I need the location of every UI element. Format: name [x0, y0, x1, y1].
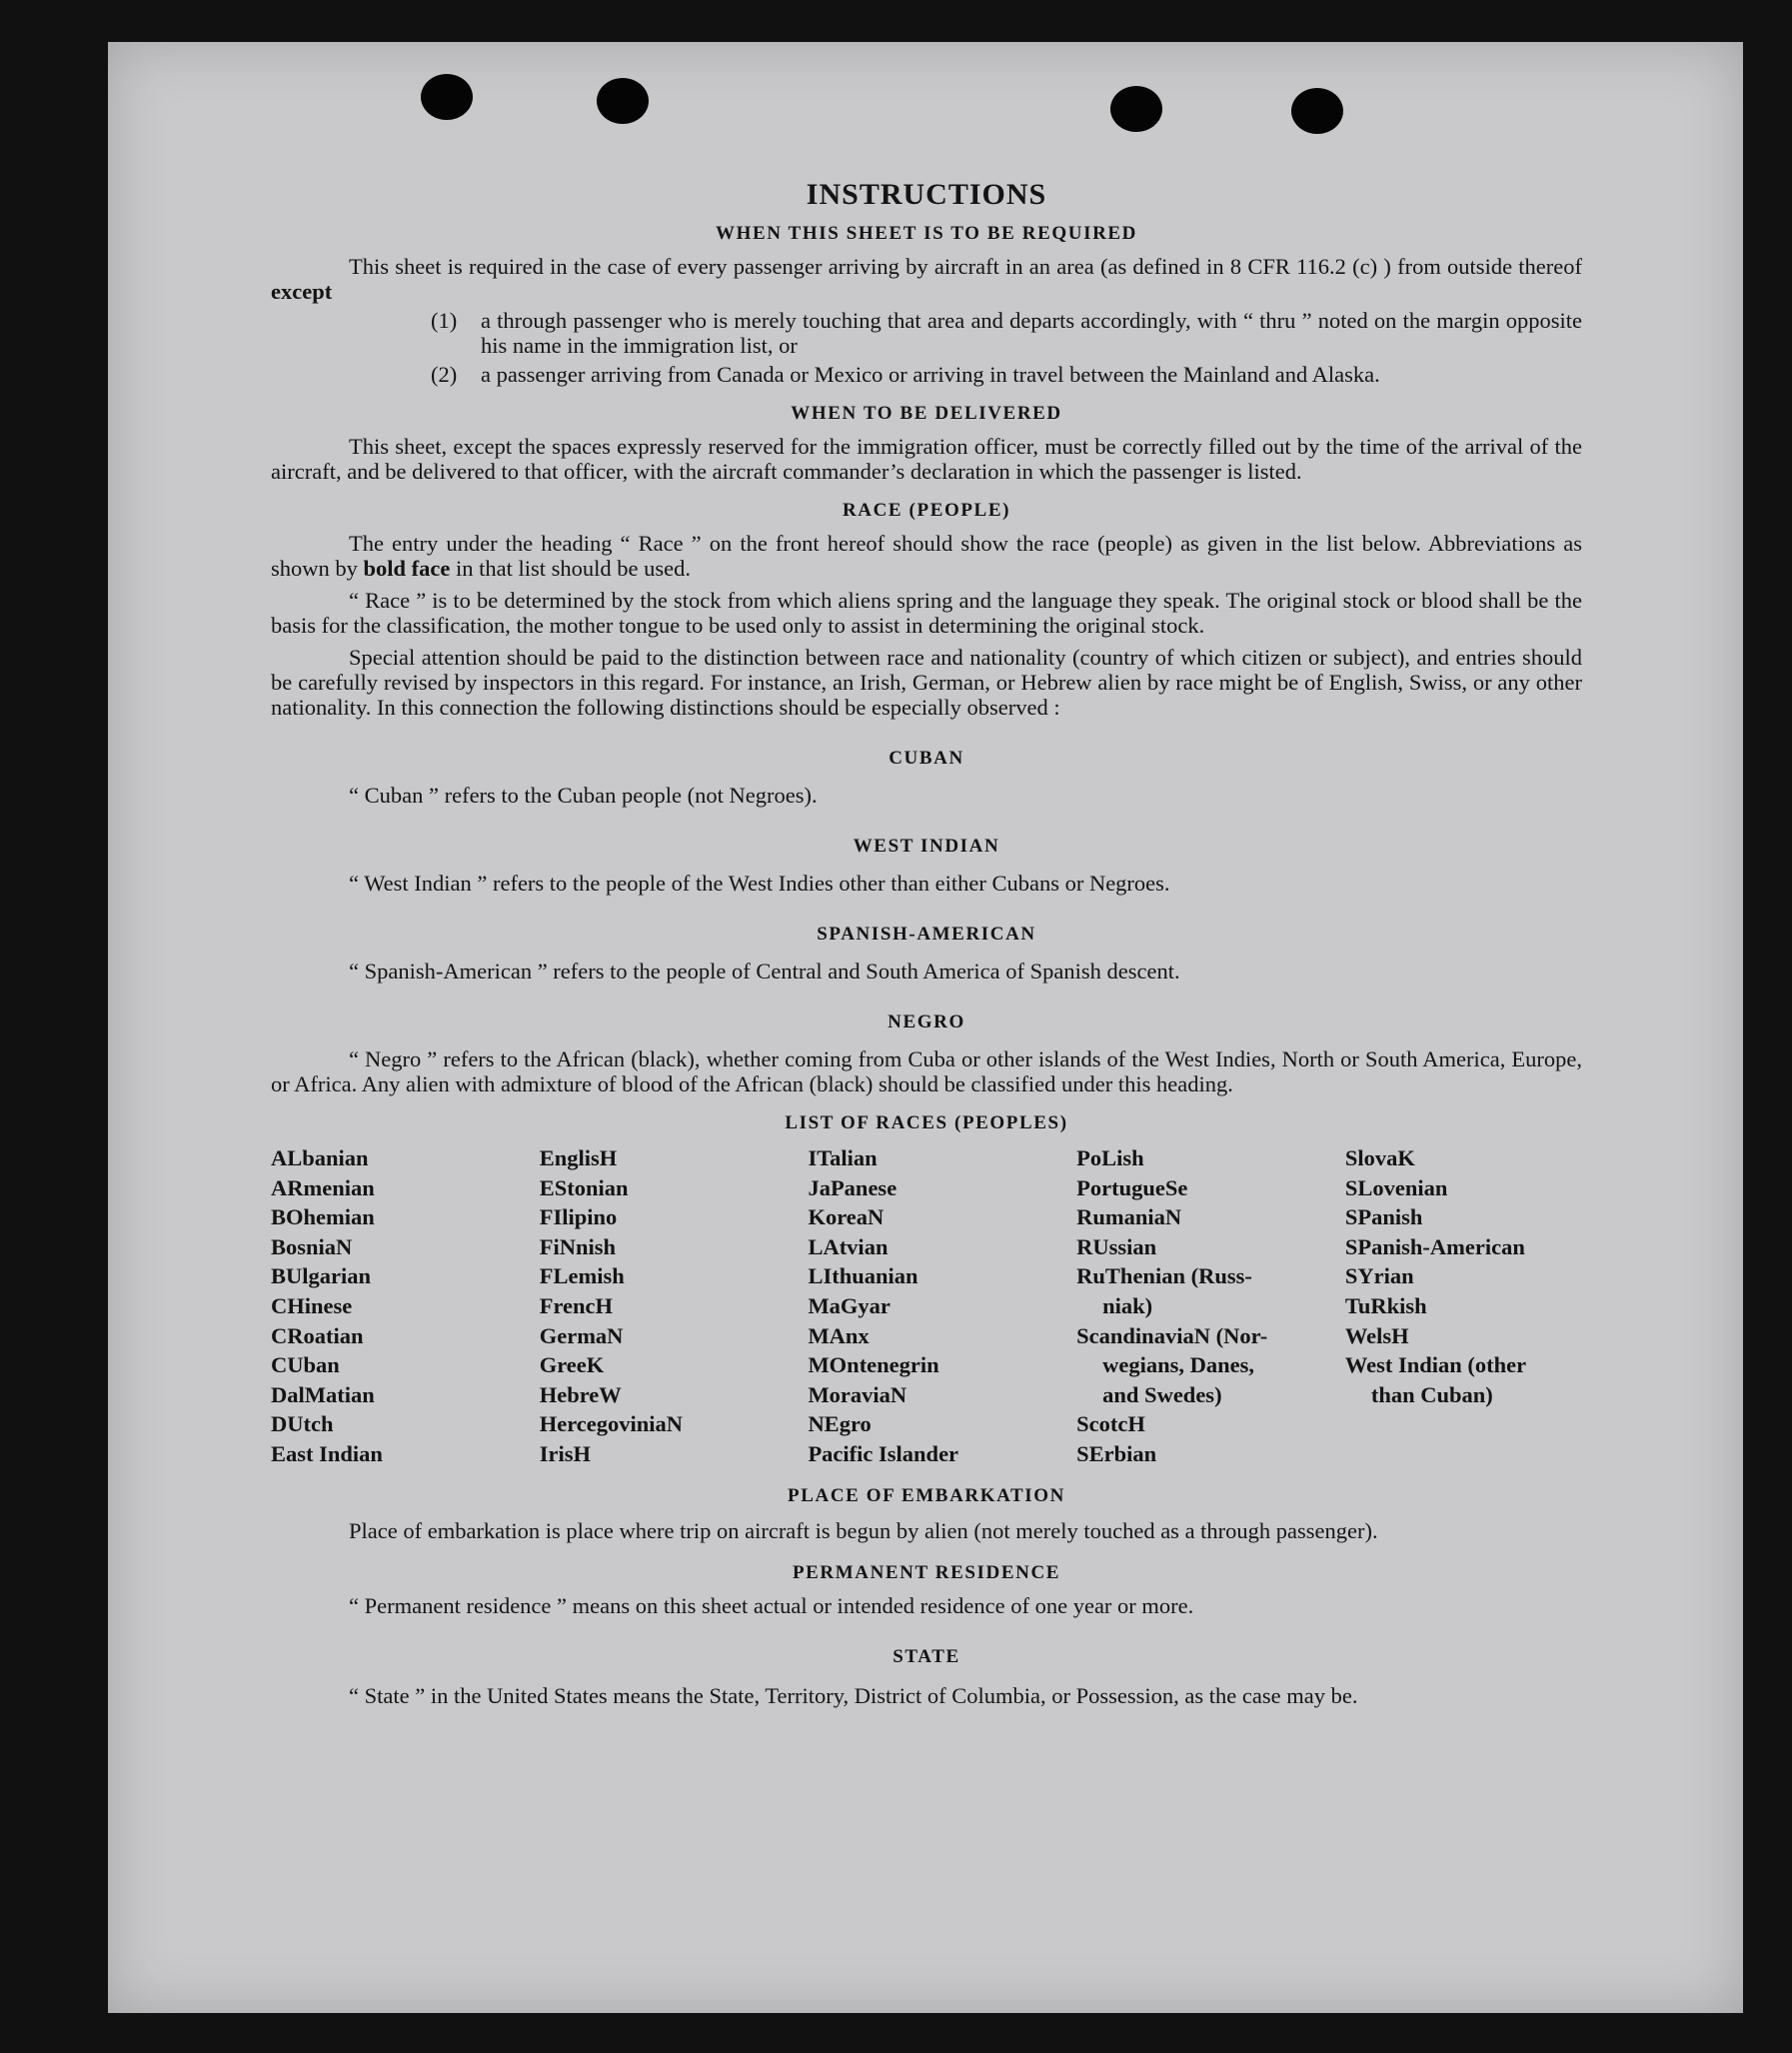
- race-entry: ALbanian: [271, 1145, 369, 1170]
- race-entry: DalMatian: [271, 1381, 375, 1407]
- race-entry: MoraviaN: [808, 1381, 907, 1407]
- race-entry: HebreW: [539, 1381, 622, 1407]
- race-entry: SErbian: [1076, 1440, 1157, 1466]
- race-entry: ScandinaviaN (Nor-: [1076, 1322, 1268, 1348]
- race-entry: FrencH: [539, 1292, 614, 1318]
- race-entry: CRoatian: [271, 1322, 364, 1348]
- section-heading: PLACE OF EMBARKATION: [788, 1484, 1065, 1506]
- race-entry: PoLish: [1076, 1145, 1144, 1170]
- race-entry: MAnx: [808, 1322, 870, 1348]
- races-column: [1076, 1143, 1345, 1469]
- race-entry: BOhemian: [271, 1204, 375, 1230]
- paragraph: “ State ” in the United States means the State, Territory, District of Columbia, or Possession, as the case may be.: [349, 1682, 1358, 1708]
- paragraph: The entry under the heading “ Race ” on the front hereof should show the race (people) as given in the list below. Abbreviations as shown by bold face in that list should be used.: [271, 531, 1582, 581]
- race-entry: EnglisH: [539, 1145, 618, 1170]
- race-entry: PortugueSe: [1076, 1174, 1188, 1200]
- paragraph: “ Spanish-American ” refers to the people of Central and South America of Spanish descent.: [349, 959, 1180, 984]
- race-entry: LIthuanian: [808, 1263, 918, 1289]
- race-entry: MaGyar: [808, 1292, 891, 1318]
- list-item: (1) a through passenger who is merely touching that area and departs accordingly, with “ thru ” noted on the margin opposite his name in the immigration list, or: [431, 308, 1582, 358]
- paragraph: This sheet, except the spaces expressly reserved for the immigration officer, must be correctly filled out by the time of the arrival of the aircraft, and be delivered to that officer, with the aircraft commander’s declaration in which the passenger is listed.: [271, 434, 1582, 484]
- race-entry: GermaN: [539, 1322, 624, 1348]
- section-heading: LIST OF RACES (PEOPLES): [785, 1112, 1068, 1133]
- section-heading: RACE (PEOPLE): [842, 500, 1011, 521]
- race-entry: TuRkish: [1344, 1292, 1427, 1318]
- race-entry: JaPanese: [808, 1174, 897, 1200]
- document-body: [271, 178, 1582, 1711]
- races-list: [271, 1143, 1582, 1469]
- race-entry: BUlgarian: [271, 1263, 372, 1289]
- section-heading: PERMANENT RESIDENCE: [792, 1561, 1061, 1583]
- race-entry: ITalian: [808, 1145, 878, 1170]
- section-heading: NEGRO: [888, 1012, 965, 1032]
- race-entry: MOntenegrin: [808, 1352, 939, 1378]
- race-entry: FiNnish: [539, 1233, 616, 1259]
- race-entry: NEgro: [808, 1411, 872, 1437]
- race-entry: than Cuban): [1370, 1381, 1493, 1407]
- races-column: [540, 1143, 809, 1469]
- race-entry: and Swedes): [1102, 1381, 1222, 1407]
- paragraph: Special attention should be paid to the distinction between race and nationality (country of which citizen or subject), and entries should be carefully revised by inspectors in this regard. For instance, an Irish, German, or Hebrew alien by race might be of English, Swiss, or any other nationality. In this connection the following distinctions should be especially observed :: [271, 645, 1582, 720]
- race-entry: CHinese: [271, 1292, 353, 1318]
- race-entry: BosniaN: [271, 1233, 353, 1259]
- section-heading: WEST INDIAN: [853, 836, 1000, 857]
- section-heading: WHEN TO BE DELIVERED: [791, 403, 1062, 424]
- race-entry: HercegoviniaN: [539, 1411, 684, 1437]
- race-entry: ARmenian: [271, 1174, 375, 1200]
- race-entry: East Indian: [271, 1440, 383, 1466]
- paragraph: “ Permanent residence ” means on this sheet actual or intended residence of one year or more.: [349, 1592, 1194, 1618]
- race-entry: IrisH: [539, 1440, 591, 1466]
- paragraph: This sheet is required in the case of every passenger arriving by aircraft in an area (as defined in 8 CFR 116.2 (c) ) from outside thereof except: [271, 254, 1582, 304]
- race-entry: SLovenian: [1344, 1174, 1448, 1200]
- race-entry: ScotcH: [1076, 1411, 1145, 1437]
- race-entry: KoreaN: [808, 1204, 885, 1230]
- paragraph: “ Race ” is to be determined by the stock from which aliens spring and the language they speak. The original stock or blood shall be the basis for the classification, the mother tongue to be used only to assist in determining the original stock.: [271, 588, 1582, 638]
- race-entry: SPanish-American: [1344, 1233, 1525, 1259]
- section-heading: SPANISH-AMERICAN: [817, 924, 1036, 945]
- race-entry: LAtvian: [808, 1233, 889, 1259]
- race-entry: RuThenian (Russ-: [1076, 1263, 1252, 1289]
- document-sheet: [108, 42, 1743, 2013]
- punch-hole: [1291, 88, 1343, 134]
- paragraph: “ West Indian ” refers to the people of the West Indies other than either Cubans or Negroes.: [349, 871, 1170, 896]
- race-entry: CUban: [271, 1352, 340, 1378]
- paragraph: Place of embarkation is place where trip on aircraft is begun by alien (not merely touched as a through passenger).: [349, 1517, 1378, 1543]
- race-entry: wegians, Danes,: [1102, 1352, 1255, 1378]
- paragraph: “ Negro ” refers to the African (black), whether coming from Cuba or other islands of the West Indies, North or South America, Europe, or Africa. Any alien with admixture of blood of the African (black) should be classified under this heading.: [271, 1046, 1582, 1096]
- race-entry: West Indian (other: [1344, 1352, 1527, 1378]
- race-entry: SPanish: [1344, 1204, 1423, 1230]
- paragraph: “ Cuban ” refers to the Cuban people (not Negroes).: [349, 783, 818, 808]
- page-title: INSTRUCTIONS: [806, 178, 1047, 211]
- race-entry: FLemish: [539, 1263, 625, 1289]
- race-entry: RUssian: [1076, 1233, 1157, 1259]
- punch-hole: [421, 74, 473, 120]
- section-heading: STATE: [893, 1645, 960, 1667]
- race-entry: RumaniaN: [1076, 1204, 1182, 1230]
- race-entry: niak): [1102, 1292, 1153, 1318]
- punch-hole: [1110, 86, 1162, 132]
- races-column: [1345, 1143, 1582, 1469]
- race-entry: EStonian: [539, 1174, 629, 1200]
- race-entry: DUtch: [271, 1411, 334, 1437]
- section-heading: CUBAN: [889, 748, 964, 769]
- race-entry: FIlipino: [539, 1204, 618, 1230]
- race-entry: SlovaK: [1344, 1145, 1415, 1170]
- race-entry: SYrian: [1344, 1263, 1414, 1289]
- races-column: [808, 1143, 1076, 1469]
- list-item: (2) a passenger arriving from Canada or Mexico or arriving in travel between the Mainland and Alaska.: [431, 362, 1380, 387]
- race-entry: GreeK: [539, 1352, 605, 1378]
- races-column: [271, 1143, 540, 1469]
- section-heading: WHEN THIS SHEET IS TO BE REQUIRED: [715, 223, 1138, 244]
- punch-hole: [597, 78, 649, 124]
- race-entry: Pacific Islander: [808, 1440, 959, 1466]
- race-entry: WelsH: [1344, 1322, 1409, 1348]
